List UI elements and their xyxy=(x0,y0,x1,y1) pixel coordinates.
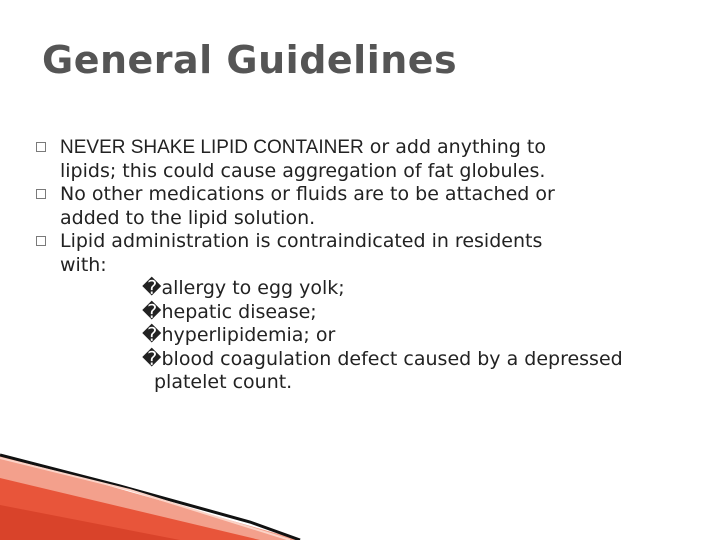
bullet-1-lead: NEVER SHAKE LIPID CONTAINER xyxy=(60,137,364,158)
sub-bullet-icon: � xyxy=(142,300,162,323)
bullet-2-line-2: added to the lipid solution. xyxy=(60,206,316,229)
bullet-2-line-1: No other medications or fluids are to be attached or xyxy=(60,183,555,205)
sub-bullet-icon: � xyxy=(142,347,162,370)
bullet-3-line-2: with: xyxy=(60,253,107,276)
sub-bullet-icon: � xyxy=(142,277,162,299)
bullet-1-line-2: lipids; this could cause aggregation of fat globules. xyxy=(60,159,546,182)
subitem-2-text: hepatic disease; xyxy=(161,300,317,323)
subitem-4-continuation-text: platelet count. xyxy=(154,371,293,393)
subitem-3-text: hyperlipidemia; or xyxy=(161,324,336,346)
slide-title: General Guidelines xyxy=(42,38,458,82)
bullet-3-line-1: Lipid administration is contraindicated in residents xyxy=(60,230,543,252)
subitem-1-text: allergy to egg yolk; xyxy=(161,277,345,299)
subitem-4-text: blood coagulation defect caused by a depressed xyxy=(161,347,623,370)
sub-bullet-icon: � xyxy=(142,324,162,346)
bullet-1-line-1: or add anything to xyxy=(363,136,546,158)
